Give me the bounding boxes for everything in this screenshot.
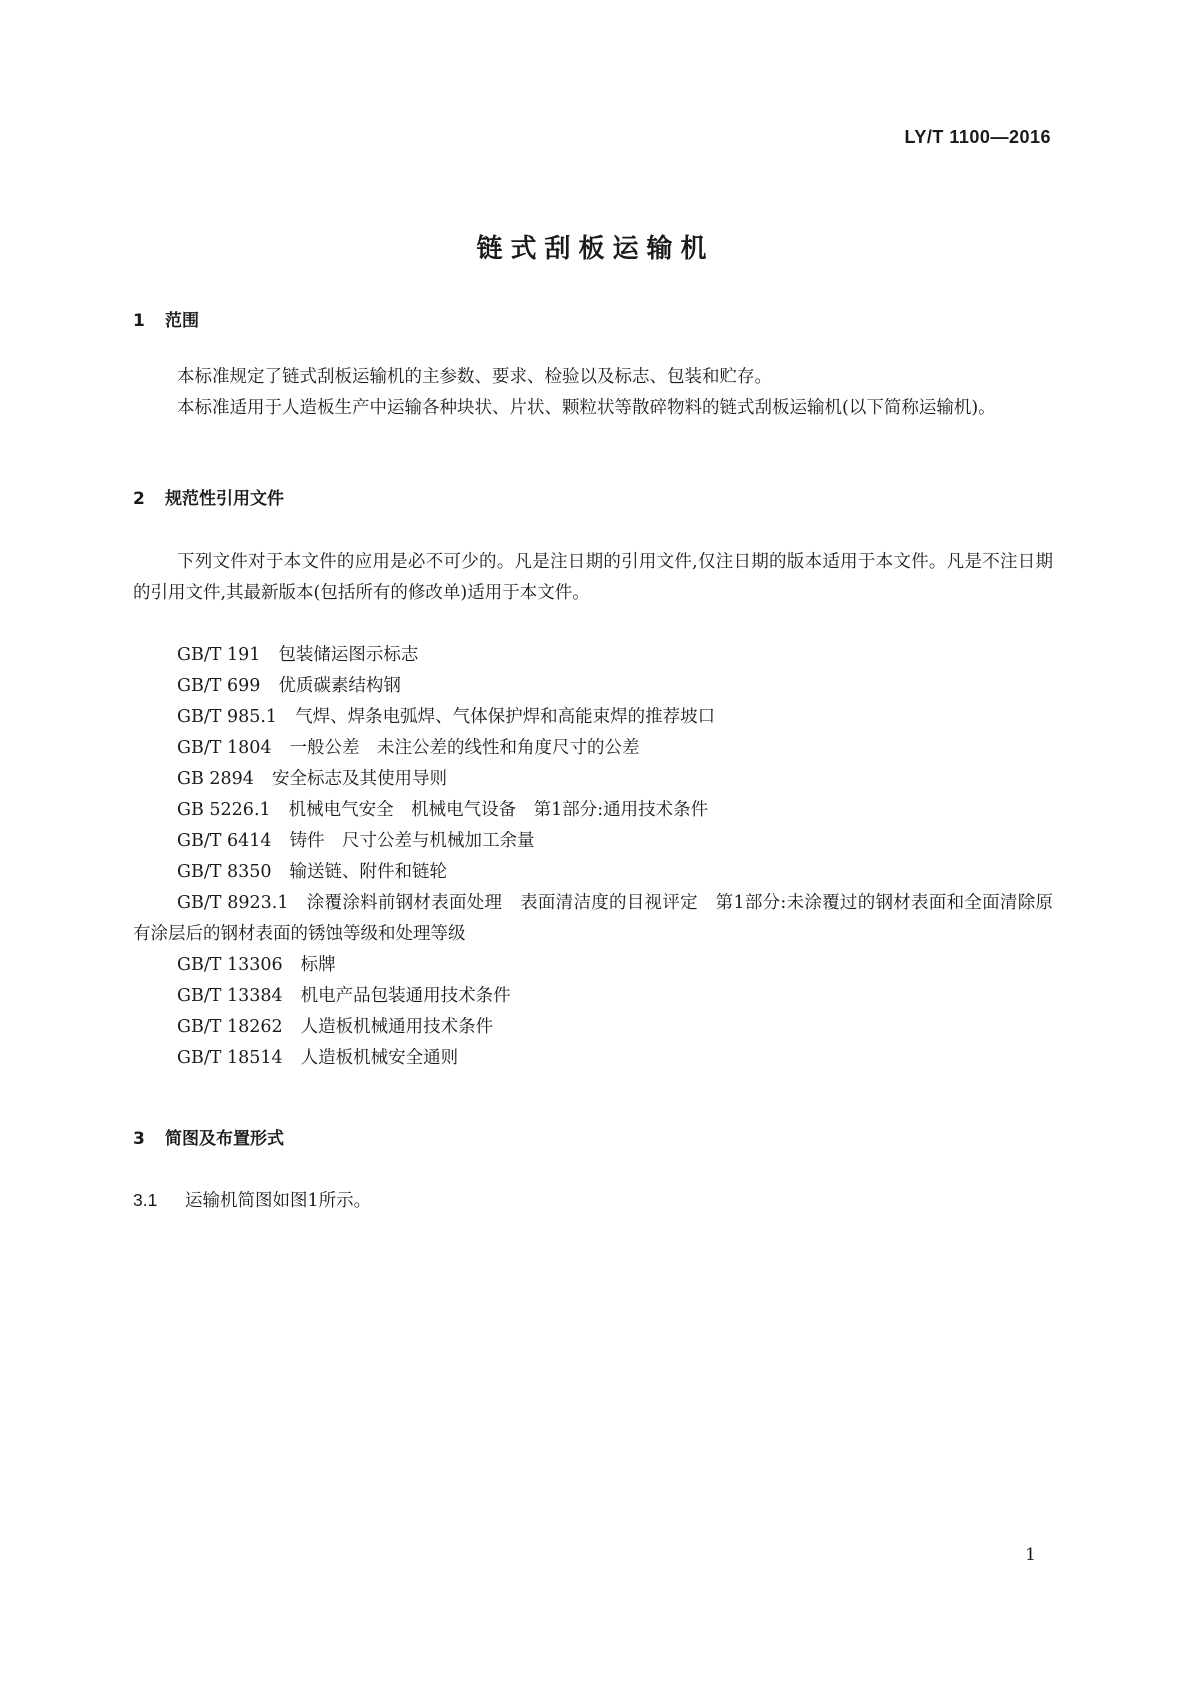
reference-item <box>133 702 1053 733</box>
reference-title: 人造板机械通用技术条件 <box>300 1017 494 1037</box>
reference-item <box>133 671 1053 702</box>
reference-item <box>133 764 1053 795</box>
section-3-number: 3 <box>133 1129 145 1149</box>
reference-item <box>133 950 1053 981</box>
section-3-heading <box>133 1124 284 1149</box>
section-1-paragraph: 本标准规定了链式刮板运输机的主参数、要求、检验以及标志、包装和贮存。 <box>177 367 772 387</box>
section-2-number: 2 <box>133 489 145 509</box>
reference-title: 标牌 <box>300 955 336 975</box>
clause-3-1 <box>133 1187 371 1212</box>
reference-item <box>133 640 1053 671</box>
section-1-paragraph: 本标准适用于人造板生产中运输各种块状、片状、颗粒状等散碎物料的链式刮板运输机(以下简称运输机)。 <box>177 398 996 418</box>
reference-code: GB/T 13306 <box>177 955 283 975</box>
reference-item <box>133 981 1053 1012</box>
reference-code: GB/T 1804 <box>177 738 272 758</box>
reference-item <box>133 888 1053 950</box>
reference-title: 铸件 尺寸公差与机械加工余量 <box>289 831 535 851</box>
reference-code: GB/T 699 <box>177 676 261 696</box>
document-title: 链式刮板运输机 <box>476 234 715 264</box>
reference-code: GB/T 18514 <box>177 1048 283 1068</box>
reference-title: 机械电气安全 机械电气设备 第1部分:通用技术条件 <box>288 800 709 820</box>
reference-title: 人造板机械安全通则 <box>300 1048 459 1068</box>
reference-title: 机电产品包装通用技术条件 <box>300 986 511 1006</box>
section-2-intro: 下列文件对于本文件的应用是必不可少的。凡是注日期的引用文件,仅注日期的版本适用于本文件。凡是不注日期的引用文件,其最新版本(包括所有的修改单)适用于本文件。 <box>133 552 1053 603</box>
reference-item <box>133 826 1053 857</box>
standard-code: LY/T 1100—2016 <box>904 127 1051 147</box>
reference-code: GB 5226.1 <box>177 800 271 820</box>
reference-code: GB/T 18262 <box>177 1017 283 1037</box>
reference-item <box>133 857 1053 888</box>
reference-title: 优质碳素结构钢 <box>278 676 401 696</box>
section-1-number: 1 <box>133 311 145 331</box>
reference-title: 一般公差 未注公差的线性和角度尺寸的公差 <box>289 738 640 758</box>
section-2-title: 规范性引用文件 <box>165 489 284 509</box>
reference-code: GB 2894 <box>177 769 254 789</box>
reference-code: GB/T 13384 <box>177 986 283 1006</box>
clause-text: 运输机简图如图1所示。 <box>185 1191 372 1211</box>
reference-item <box>133 795 1053 826</box>
reference-code: GB/T 985.1 <box>177 707 278 727</box>
reference-list <box>133 640 1053 1074</box>
clause-number: 3.1 <box>133 1190 158 1210</box>
reference-item <box>133 733 1053 764</box>
reference-title: 气焊、焊条电弧焊、气体保护焊和高能束焊的推荐坡口 <box>295 707 716 727</box>
section-1-title: 范围 <box>165 311 199 331</box>
page-number: 1 <box>1025 1545 1036 1565</box>
reference-code: GB/T 8923.1 <box>177 893 289 913</box>
reference-title: 包装储运图示标志 <box>278 645 419 665</box>
reference-title: 输送链、附件和链轮 <box>289 862 448 882</box>
section-1-heading <box>133 306 199 331</box>
reference-item <box>133 1043 1053 1074</box>
reference-item <box>133 1012 1053 1043</box>
reference-title: 安全标志及其使用导则 <box>271 769 447 789</box>
reference-code: GB/T 8350 <box>177 862 272 882</box>
reference-code: GB/T 191 <box>177 645 261 665</box>
reference-code: GB/T 6414 <box>177 831 272 851</box>
reference-title: 涂覆涂料前钢材表面处理 表面清洁度的目视评定 第1部分:未涂覆过的钢材表面和全面清除原有涂层后的钢材表面的锈蚀等级和处理等级 <box>133 893 1053 944</box>
section-3-title: 简图及布置形式 <box>165 1129 284 1149</box>
section-2-heading <box>133 484 284 509</box>
